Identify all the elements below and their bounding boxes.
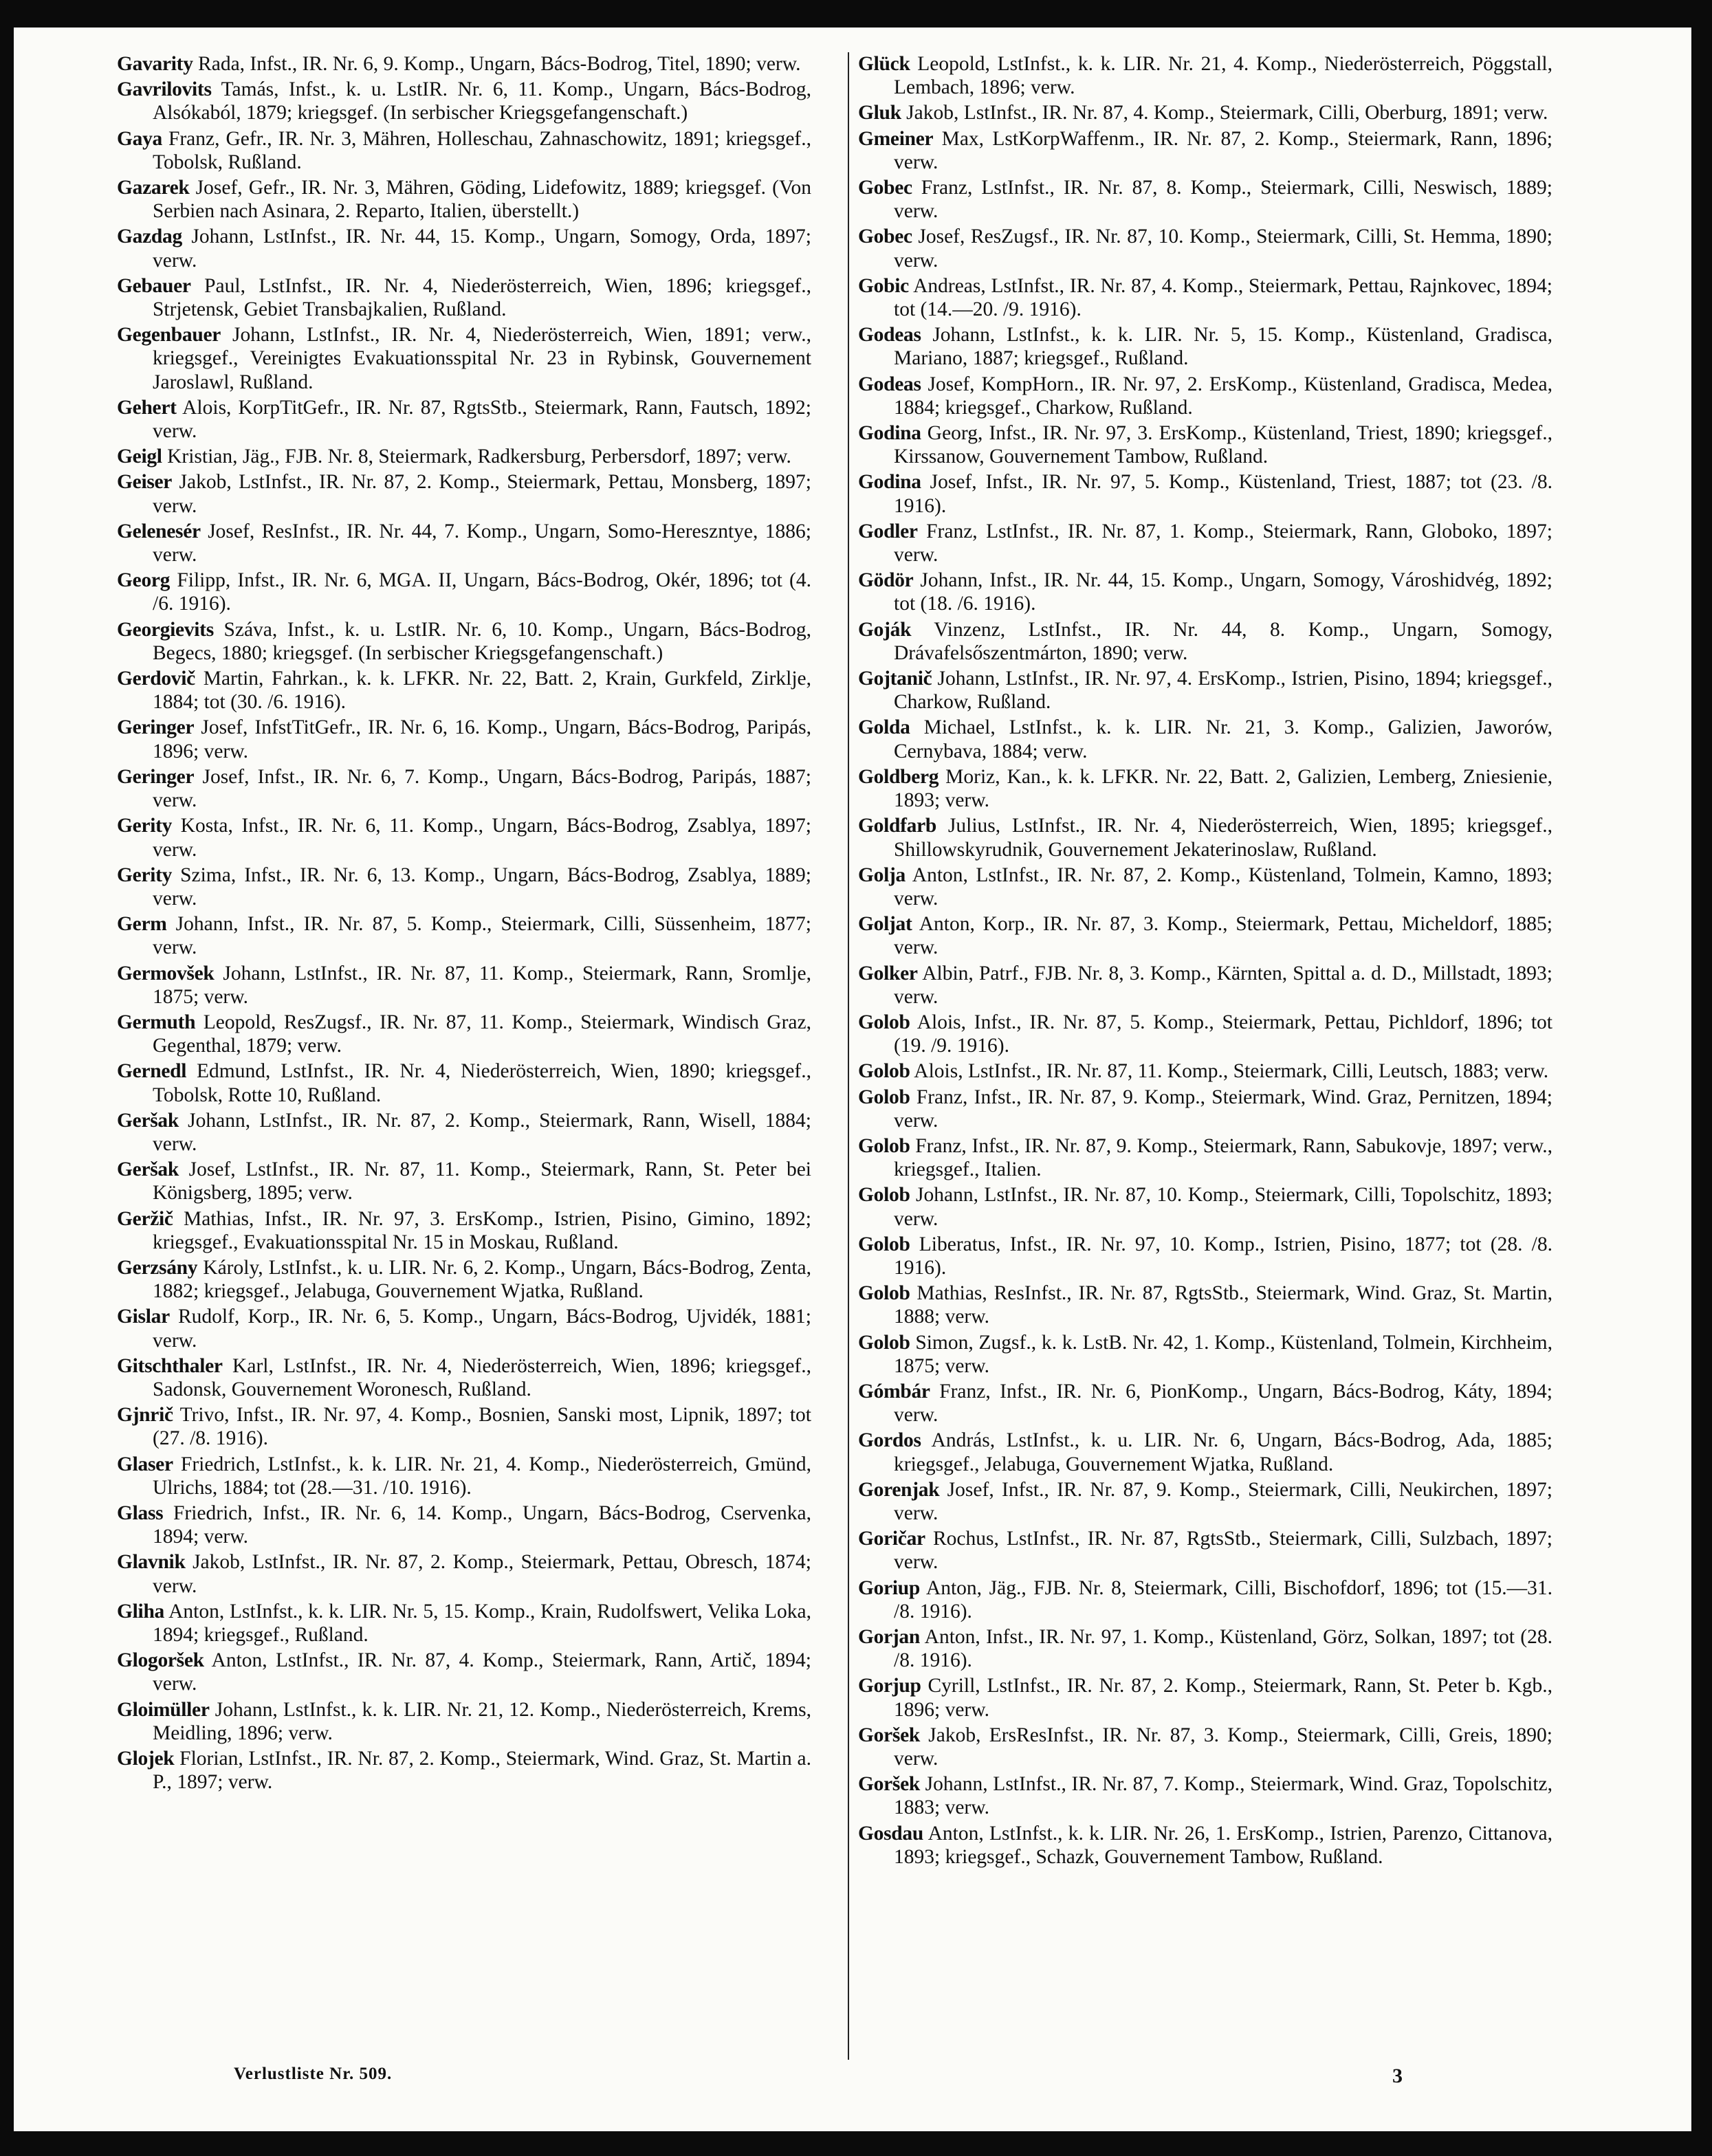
casualty-entry [858, 864, 1552, 910]
entry-surname: Gobec [858, 226, 912, 248]
entry-surname: Gorenjak [858, 1478, 940, 1501]
entry-surname: Glass [117, 1502, 164, 1524]
entry-surname: Geršak [117, 1109, 179, 1132]
entry-details: Alois, KorpTitGefr., IR. Nr. 87, RgtsStb., Steiermark, Rann, Fautsch, 1892; verw. [153, 396, 811, 443]
casualty-entry [117, 520, 811, 566]
casualty-entry [858, 176, 1552, 223]
casualty-entry [117, 1502, 811, 1548]
page-number: 3 [1392, 2065, 1403, 2087]
casualty-entry [117, 864, 811, 910]
casualty-entry [117, 396, 811, 443]
entry-details: Andreas, LstInfst., IR. Nr. 87, 4. Komp., Steiermark, Pettau, Rajnkovec, 1894; tot (14.—20. /9. 1916). [894, 274, 1552, 321]
entry-details: Alois, Infst., IR. Nr. 87, 5. Komp., Steiermark, Pettau, Pichldorf, 1896; tot (19. /9. 1916). [894, 1011, 1552, 1057]
casualty-entry [858, 1011, 1552, 1057]
casualty-entry [117, 127, 811, 174]
entry-details: Jakob, LstInfst., IR. Nr. 87, 2. Komp., Steiermark, Pettau, Monsberg, 1897; verw. [153, 471, 811, 517]
entry-surname: Goldberg [858, 765, 939, 788]
casualty-entry [858, 323, 1552, 370]
entry-surname: Godina [858, 471, 921, 494]
entry-surname: Goják [858, 618, 912, 641]
entry-surname: Goršek [858, 1773, 920, 1796]
casualty-entry [858, 618, 1552, 665]
casualty-entry [858, 1625, 1552, 1672]
entry-details: Florian, LstInfst., IR. Nr. 87, 2. Komp., Steiermark, Wind. Graz, St. Martin a. P., 1897; verw. [153, 1748, 811, 1794]
entry-details: Johann, LstInfst., IR. Nr. 87, 11. Komp., Steiermark, Rann, Sromlje, 1875; verw. [153, 962, 811, 1008]
entry-details: Liberatus, Infst., IR. Nr. 97, 10. Komp., Istrien, Pisino, 1877; tot (28. /8. 1916). [894, 1233, 1552, 1279]
casualty-entry [858, 274, 1552, 321]
entry-surname: Golda [858, 716, 910, 739]
entry-surname: Geringer [117, 765, 195, 788]
entry-details: Johann, LstInfst., k. k. LIR. Nr. 5, 15. Komp., Küstenland, Gradisca, Mariano, 1887; kriegsgef., Rußland. [894, 324, 1552, 370]
casualty-entry [117, 1403, 811, 1450]
entry-surname: Goljat [858, 913, 912, 936]
entry-surname: Glaser [117, 1453, 173, 1475]
casualty-entry [858, 667, 1552, 714]
casualty-entry [117, 1698, 811, 1745]
entry-details: Josef, Gefr., IR. Nr. 3, Mähren, Göding, Lidefowitz, 1889; kriegsgef. (Von Serbien nach Asinara, 2. Reparto, Italien, überstellt.) [153, 177, 811, 223]
entry-surname: Goršek [858, 1724, 920, 1746]
entry-surname: Georgievits [117, 618, 214, 641]
casualty-entry [858, 127, 1552, 174]
casualty-entry [117, 569, 811, 615]
entry-details: Jakob, ErsResInfst., IR. Nr. 87, 3. Komp., Steiermark, Cilli, Greis, 1890; verw. [894, 1724, 1552, 1770]
right-column [858, 52, 1552, 1871]
entry-surname: Gazarek [117, 177, 190, 199]
entry-details: Friedrich, Infst., IR. Nr. 6, 14. Komp., Ungarn, Bács-Bodrog, Cservenka, 1894; verw. [153, 1502, 811, 1548]
entry-surname: Golob [858, 1331, 910, 1354]
entry-details: Josef, InfstTitGefr., IR. Nr. 6, 16. Komp., Ungarn, Bács-Bodrog, Paripás, 1896; verw. [153, 716, 811, 762]
casualty-entry [858, 52, 1552, 99]
casualty-entry [858, 1478, 1552, 1525]
casualty-entry [117, 470, 811, 517]
entry-details: Johann, LstInfst., IR. Nr. 44, 15. Komp., Ungarn, Somogy, Orda, 1897; verw. [153, 226, 811, 272]
casualty-entry [858, 1059, 1552, 1083]
entry-details: Vinzenz, LstInfst., IR. Nr. 44, 8. Komp., Ungarn, Somogy, Drávafelsőszentmárton, 1890; verw. [894, 618, 1552, 664]
entry-surname: Gorjan [858, 1626, 920, 1648]
entry-surname: Goldfarb [858, 815, 936, 837]
entry-details: Josef, Infst., IR. Nr. 6, 7. Komp., Ungarn, Bács-Bodrog, Paripás, 1887; verw. [153, 765, 811, 812]
casualty-entry [858, 912, 1552, 959]
entry-surname: Gegenbauer [117, 324, 221, 346]
entry-surname: Gjnrič [117, 1404, 173, 1427]
casualty-entry [858, 373, 1552, 419]
casualty-entry [858, 225, 1552, 272]
casualty-entry [858, 1772, 1552, 1819]
entry-details: Josef, Infst., IR. Nr. 97, 5. Komp., Küstenland, Triest, 1887; tot (23. /8. 1916). [894, 471, 1552, 517]
entry-details: Rada, Infst., IR. Nr. 6, 9. Komp., Ungarn, Bács-Bodrog, Titel, 1890; verw. [193, 53, 801, 75]
casualty-entry [117, 176, 811, 223]
entry-surname: Geringer [117, 716, 195, 739]
casualty-entry [117, 1305, 811, 1352]
entry-surname: Glogoršek [117, 1649, 204, 1672]
casualty-entry [117, 1649, 811, 1695]
entry-surname: Gaya [117, 127, 162, 150]
entry-details: Max, LstKorpWaffenm., IR. Nr. 87, 2. Komp., Steiermark, Rann, 1896; verw. [894, 127, 1552, 173]
casualty-entry [117, 52, 811, 76]
entry-details: Johann, LstInfst., IR. Nr. 97, 4. ErsKomp., Istrien, Pisino, 1894; kriegsgef., Charkow, Rußland. [894, 668, 1552, 714]
entry-details: Johann, LstInfst., IR. Nr. 4, Niederösterreich, Wien, 1891; verw., kriegsgef., Vereinigtes Evakuationsspital Nr. 23 in Rybinsk, Gouvernement Jaroslawl, Rußland. [153, 324, 811, 393]
entry-details: Rochus, LstInfst., IR. Nr. 87, RgtsStb., Steiermark, Cilli, Sulzbach, 1897; verw. [894, 1528, 1552, 1574]
entry-surname: Golob [858, 1011, 910, 1033]
entry-details: Anton, LstInfst., IR. Nr. 87, 4. Komp., Steiermark, Rann, Artič, 1894; verw. [153, 1649, 811, 1695]
entry-surname: Godler [858, 520, 918, 542]
entry-details: Paul, LstInfst., IR. Nr. 4, Niederösterreich, Wien, 1896; kriegsgef., Strjetensk, Gebiet Transbajkalien, Rußland. [153, 274, 811, 321]
casualty-entry [858, 1183, 1552, 1230]
entry-surname: Gelenesér [117, 520, 201, 542]
entry-surname: Geršak [117, 1158, 179, 1181]
entry-details: Josef, KompHorn., IR. Nr. 97, 2. ErsKomp., Küstenland, Gradisca, Medea, 1884; kriegsgef., Charkow, Rußland. [894, 373, 1552, 419]
entry-details: Johann, LstInfst., IR. Nr. 87, 2. Komp., Steiermark, Rann, Wisell, 1884; verw. [153, 1109, 811, 1155]
entry-surname: Golob [858, 1134, 910, 1157]
casualty-entry [858, 1724, 1552, 1770]
entry-surname: Gordos [858, 1429, 921, 1452]
casualty-entry [858, 814, 1552, 861]
entry-surname: Glück [858, 53, 910, 75]
entry-details: Anton, Korp., IR. Nr. 87, 3. Komp., Steiermark, Pettau, Micheldorf, 1885; verw. [894, 913, 1552, 959]
entry-surname: Geigl [117, 446, 162, 468]
casualty-entry [858, 1429, 1552, 1475]
entry-details: Josef, Infst., IR. Nr. 87, 9. Komp., Steiermark, Cilli, Neukirchen, 1897; verw. [894, 1478, 1552, 1524]
casualty-entry [858, 1134, 1552, 1181]
list-label: Verlustliste Nr. 509. [234, 2065, 393, 2083]
entry-surname: Godeas [858, 373, 921, 395]
left-column [117, 52, 811, 1796]
casualty-entry [858, 569, 1552, 615]
entry-surname: Golob [858, 1184, 910, 1207]
entry-details: Albin, Patrf., FJB. Nr. 8, 3. Komp., Kärnten, Spittal a. d. D., Millstadt, 1893; verw. [894, 962, 1552, 1008]
entry-details: Michael, LstInfst., k. k. LIR. Nr. 21, 3. Komp., Galizien, Jaworów, Cernybava, 1884; verw. [894, 716, 1552, 762]
casualty-entry [117, 1059, 811, 1106]
entry-surname: Gavarity [117, 53, 193, 75]
casualty-entry [117, 1354, 811, 1401]
entry-details: Jakob, LstInfst., IR. Nr. 87, 2. Komp., Steiermark, Pettau, Obresch, 1874; verw. [153, 1551, 811, 1597]
entry-details: Tamás, Infst., k. u. LstIR. Nr. 6, 11. Komp., Ungarn, Bács-Bodrog, Alsókaból, 1879; kriegsgef. (In serbischer Kriegsgefangenschaft.) [153, 78, 811, 124]
entry-surname: Gluk [858, 102, 901, 124]
entry-surname: Gebauer [117, 274, 191, 297]
casualty-entry [117, 1747, 811, 1794]
entry-details: Josef, LstInfst., IR. Nr. 87, 11. Komp., Steiermark, Rann, St. Peter bei Königsberg, 1895; verw. [153, 1158, 811, 1204]
casualty-entry [858, 520, 1552, 566]
entry-surname: Gliha [117, 1600, 164, 1622]
casualty-entry [858, 1576, 1552, 1623]
entry-surname: Goriup [858, 1576, 920, 1599]
entry-surname: Golker [858, 962, 918, 984]
entry-details: Josef, ResInfst., IR. Nr. 44, 7. Komp., Ungarn, Somo-Hereszntye, 1886; verw. [153, 520, 811, 566]
entry-details: Franz, Infst., IR. Nr. 87, 9. Komp., Steiermark, Wind. Graz, Pernitzen, 1894; verw. [894, 1086, 1552, 1132]
entry-details: Josef, ResZugsf., IR. Nr. 87, 10. Komp., Steiermark, Cilli, St. Hemma, 1890; verw. [894, 226, 1552, 272]
entry-surname: Gernedl [117, 1060, 187, 1083]
casualty-entry [117, 1011, 811, 1057]
entry-surname: Glavnik [117, 1551, 186, 1574]
casualty-entry [858, 1282, 1552, 1328]
entry-details: Franz, LstInfst., IR. Nr. 87, 8. Komp., Steiermark, Cilli, Neswisch, 1889; verw. [894, 177, 1552, 223]
entry-surname: Germuth [117, 1011, 196, 1033]
entry-surname: Gerity [117, 815, 173, 837]
entry-surname: Gödör [858, 569, 914, 592]
entry-surname: Gitschthaler [117, 1354, 223, 1377]
casualty-entry [858, 765, 1552, 812]
entry-surname: Gehert [117, 396, 177, 419]
entry-surname: Godeas [858, 324, 921, 346]
entry-surname: Geiser [117, 471, 173, 494]
entry-surname: Gerity [117, 864, 173, 886]
entry-surname: Gloimüller [117, 1698, 210, 1721]
casualty-entry [117, 716, 811, 762]
entry-details: Franz, Infst., IR. Nr. 87, 9. Komp., Steiermark, Rann, Sabukovje, 1897; verw., kriegsgef., Italien. [894, 1134, 1552, 1181]
entry-details: Filipp, Infst., IR. Nr. 6, MGA. II, Ungarn, Bács-Bodrog, Okér, 1896; tot (4. /6. 1916). [153, 569, 811, 615]
casualty-entry [858, 1822, 1552, 1869]
entry-surname: Gerzsány [117, 1256, 198, 1279]
entry-surname: Golja [858, 864, 906, 886]
entry-details: Trivo, Infst., IR. Nr. 97, 4. Komp., Bosnien, Sanski most, Lipnik, 1897; tot (27. /8. 1916). [153, 1404, 811, 1450]
entry-details: Mathias, ResInfst., IR. Nr. 87, RgtsStb., Steiermark, Wind. Graz, St. Martin, 1888; verw. [894, 1282, 1552, 1328]
entry-details: Anton, LstInfst., k. k. LIR. Nr. 26, 1. ErsKomp., Istrien, Parenzo, Cittanova, 1893; kriegsgef., Schazk, Gouvernement Tambow, Rußland. [894, 1822, 1552, 1868]
entry-details: Friedrich, LstInfst., k. k. LIR. Nr. 21, 4. Komp., Niederösterreich, Gmünd, Ulrichs, 1884; tot (28.—31. /10. 1916). [153, 1453, 811, 1499]
entry-surname: Golob [858, 1282, 910, 1305]
entry-surname: Gojtanič [858, 668, 932, 690]
entry-surname: Gislar [117, 1306, 170, 1328]
entry-details: Mathias, Infst., IR. Nr. 97, 3. ErsKomp., Istrien, Pisino, Gimino, 1892; kriegsgef., Evakuationsspital Nr. 15 in Moskau, Rußland. [153, 1207, 811, 1253]
casualty-entry [117, 1600, 811, 1647]
entry-details: Johann, Infst., IR. Nr. 87, 5. Komp., Steiermark, Cilli, Süssenheim, 1877; verw. [153, 913, 811, 959]
entry-details: Franz, Infst., IR. Nr. 6, PionKomp., Ungarn, Bács-Bodrog, Káty, 1894; verw. [894, 1380, 1552, 1427]
entry-details: Leopold, ResZugsf., IR. Nr. 87, 11. Komp., Steiermark, Windisch Graz, Gegenthal, 1879; verw. [153, 1011, 811, 1057]
column-divider [848, 52, 849, 2060]
entry-details: Száva, Infst., k. u. LstIR. Nr. 6, 10. Komp., Ungarn, Bács-Bodrog, Begecs, 1880; kriegsgef. (In serbischer Kriegsgefangenschaft.) [153, 618, 811, 664]
entry-surname: Gerdovič [117, 668, 195, 690]
casualty-entry [117, 1256, 811, 1303]
casualty-entry [858, 716, 1552, 762]
entry-surname: Gorjup [858, 1675, 921, 1697]
entry-surname: Glojek [117, 1748, 175, 1770]
casualty-entry [117, 962, 811, 1009]
entry-details: Rudolf, Korp., IR. Nr. 6, 5. Komp., Ungarn, Bács-Bodrog, Ujvidék, 1881; verw. [153, 1306, 811, 1352]
entry-details: Martin, Fahrkan., k. k. LFKR. Nr. 22, Batt. 2, Krain, Gurkfeld, Zirklje, 1884; tot (30. /6. 1916). [153, 668, 811, 714]
casualty-entry [858, 1380, 1552, 1427]
casualty-entry [117, 618, 811, 665]
entry-details: Károly, LstInfst., k. u. LIR. Nr. 6, 2. Komp., Ungarn, Bács-Bodrog, Zenta, 1882; kriegsgef., Jelabuga, Gouvernement Wjatka, Rußland. [153, 1256, 811, 1303]
entry-details: Leopold, LstInfst., k. k. LIR. Nr. 21, 4. Komp., Niederösterreich, Pöggstall, Lembach, 1896; verw. [894, 53, 1552, 99]
entry-surname: Gmeiner [858, 127, 934, 150]
casualty-entry [117, 1550, 811, 1597]
entry-surname: Gosdau [858, 1822, 923, 1845]
casualty-entry [858, 421, 1552, 468]
casualty-entry [117, 445, 811, 468]
entry-details: Anton, LstInfst., k. k. LIR. Nr. 5, 15. Komp., Krain, Rudolfswert, Velika Loka, 1894; kriegsgef., Rußland. [153, 1600, 811, 1646]
entry-details: Johann, LstInfst., IR. Nr. 87, 10. Komp., Steiermark, Cilli, Topolschitz, 1893; verw. [894, 1184, 1552, 1230]
casualty-entry [858, 101, 1552, 124]
entry-details: Kristian, Jäg., FJB. Nr. 8, Steiermark, Radkersburg, Perbersdorf, 1897; verw. [162, 446, 791, 468]
casualty-entry [858, 1086, 1552, 1132]
casualty-entry [858, 470, 1552, 517]
casualty-entry [117, 1453, 811, 1499]
entry-surname: Gómbár [858, 1380, 930, 1402]
entry-details: Edmund, LstInfst., IR. Nr. 4, Niederösterreich, Wien, 1890; kriegsgef., Tobolsk, Rotte 10, Rußland. [153, 1060, 811, 1106]
casualty-entry [117, 225, 811, 272]
casualty-entry [117, 274, 811, 321]
casualty-entry [858, 1674, 1552, 1721]
entry-surname: Golob [858, 1233, 910, 1255]
entry-details: Johann, LstInfst., k. k. LIR. Nr. 21, 12. Komp., Niederösterreich, Krems, Meidling, 1896; verw. [153, 1698, 811, 1744]
entry-details: Franz, LstInfst., IR. Nr. 87, 1. Komp., Steiermark, Rann, Globoko, 1897; verw. [894, 520, 1552, 566]
document-page [14, 28, 1691, 2131]
entry-details: Georg, Infst., IR. Nr. 97, 3. ErsKomp., Küstenland, Triest, 1890; kriegsgef., Kirssanow, Gouvernement Tambow, Rußland. [894, 422, 1552, 468]
casualty-entry [117, 78, 811, 124]
casualty-entry [858, 1527, 1552, 1574]
casualty-entry [117, 1109, 811, 1156]
entry-details: Anton, Infst., IR. Nr. 97, 1. Komp., Küstenland, Görz, Solkan, 1897; tot (28. /8. 1916). [894, 1626, 1552, 1672]
casualty-entry [117, 912, 811, 959]
casualty-entry [117, 1207, 811, 1254]
entry-surname: Germ [117, 913, 167, 936]
entry-surname: Goričar [858, 1528, 925, 1550]
entry-details: Anton, Jäg., FJB. Nr. 8, Steiermark, Cilli, Bischofdorf, 1896; tot (15.—31. /8. 1916). [894, 1576, 1552, 1622]
entry-surname: Golob [858, 1060, 910, 1083]
casualty-entry [117, 765, 811, 812]
entry-details: András, LstInfst., k. u. LIR. Nr. 6, Ungarn, Bács-Bodrog, Ada, 1885; kriegsgef., Jelabuga, Gouvernement Wjatka, Rußland. [894, 1429, 1552, 1475]
entry-details: Johann, LstInfst., IR. Nr. 87, 7. Komp., Steiermark, Wind. Graz, Topolschitz, 1883; verw. [894, 1773, 1552, 1819]
entry-details: Szima, Infst., IR. Nr. 6, 13. Komp., Ungarn, Bács-Bodrog, Zsablya, 1889; verw. [153, 864, 811, 910]
entry-details: Moriz, Kan., k. k. LFKR. Nr. 22, Batt. 2, Galizien, Lemberg, Zniesienie, 1893; verw. [894, 765, 1552, 812]
entry-surname: Godina [858, 422, 921, 445]
casualty-entry [117, 814, 811, 861]
entry-surname: Georg [117, 569, 171, 592]
entry-details: Franz, Gefr., IR. Nr. 3, Mähren, Holleschau, Zahnaschowitz, 1891; kriegsgef., Tobolsk, Rußland. [153, 127, 811, 173]
entry-details: Anton, LstInfst., IR. Nr. 87, 2. Komp., Küstenland, Tolmein, Kamno, 1893; verw. [894, 864, 1552, 910]
entry-details: Jakob, LstInfst., IR. Nr. 87, 4. Komp., Steiermark, Cilli, Oberburg, 1891; verw. [901, 102, 1548, 124]
entry-details: Simon, Zugsf., k. k. LstB. Nr. 42, 1. Komp., Küstenland, Tolmein, Kirchheim, 1875; verw. [894, 1331, 1552, 1377]
casualty-entry [117, 1158, 811, 1204]
entry-surname: Golob [858, 1086, 910, 1108]
entry-surname: Gobec [858, 177, 912, 199]
casualty-entry [117, 323, 811, 394]
casualty-entry [858, 1233, 1552, 1279]
casualty-entry [858, 962, 1552, 1009]
entry-details: Johann, Infst., IR. Nr. 44, 15. Komp., Ungarn, Somogy, Városhidvég, 1892; tot (18. /6. 1916). [894, 569, 1552, 615]
entry-details: Karl, LstInfst., IR. Nr. 4, Niederösterreich, Wien, 1896; kriegsgef., Sadonsk, Gouvernement Woronesch, Rußland. [153, 1354, 811, 1400]
entry-details: Kosta, Infst., IR. Nr. 6, 11. Komp., Ungarn, Bács-Bodrog, Zsablya, 1897; verw. [153, 815, 811, 861]
entry-surname: Germovšek [117, 962, 215, 984]
casualty-entry [858, 1331, 1552, 1378]
entry-surname: Gazdag [117, 226, 182, 248]
entry-surname: Geržič [117, 1207, 173, 1230]
entry-details: Julius, LstInfst., IR. Nr. 4, Niederösterreich, Wien, 1895; kriegsgef., Shillowskyrudnik, Gouvernement Jekaterinoslaw, Rußland. [894, 815, 1552, 861]
entry-surname: Gavrilovits [117, 78, 212, 101]
entry-details: Alois, LstInfst., IR. Nr. 87, 11. Komp., Steiermark, Cilli, Leutsch, 1883; verw. [910, 1060, 1549, 1083]
casualty-entry [117, 667, 811, 714]
entry-details: Cyrill, LstInfst., IR. Nr. 87, 2. Komp., Steiermark, Rann, St. Peter b. Kgb., 1896; verw. [894, 1675, 1552, 1721]
entry-surname: Gobic [858, 274, 909, 297]
